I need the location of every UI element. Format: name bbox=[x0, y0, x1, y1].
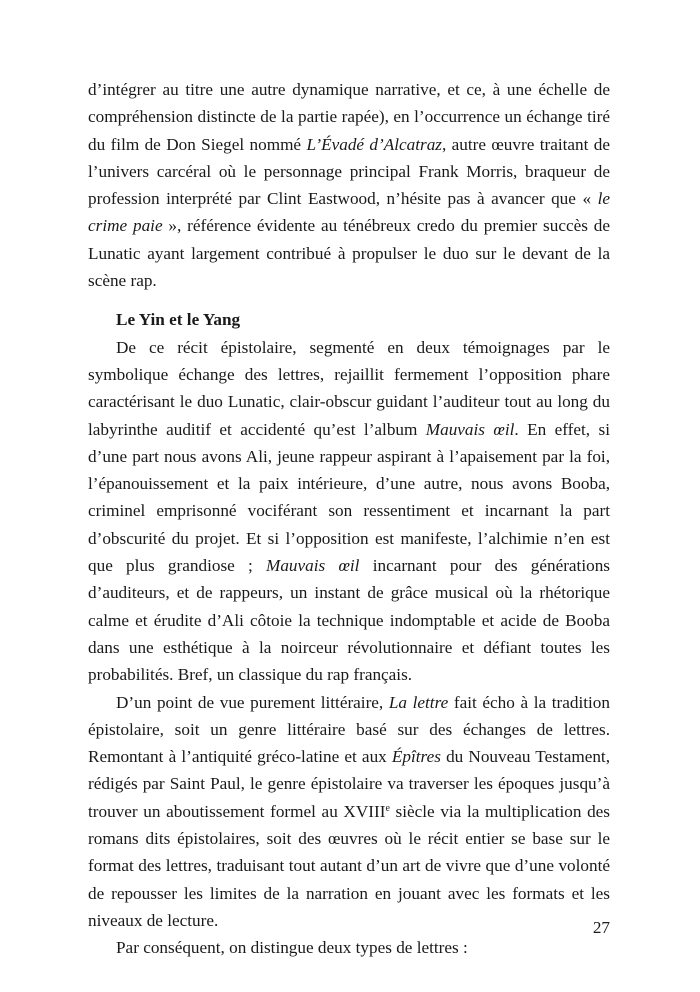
quote: le crime paie bbox=[88, 189, 610, 236]
album-title: Mauvais œil bbox=[266, 556, 360, 576]
text-run: . En effet, si d’une part nous avons Ali, jeune rappeur aspirant à l’apaisement par la foi, l’épanouissement et la paix intérieure, d’une autre, nous avons Booba, criminel emprisonné vociférant son ressentiment et incarnant la part d’obscurité du projet. Et si l’opposition est manifeste, l’alchimie n’en est que plus grandiose ; bbox=[88, 419, 610, 576]
text-run: , autre œuvre traitant de l’univers carcéral où le personnage principal Frank Morris, braqueur de profession interprété par Clint Eastwood, n’hésite pas à avancer que « bbox=[88, 134, 610, 209]
text-run: fait écho à la tradition épistolaire, soit un genre littéraire basé sur des échanges de lettres. Remontant à l’antiquité gréco-latine et aux bbox=[88, 692, 610, 767]
album-title: Mauvais œil bbox=[425, 419, 515, 439]
text-run: du Nouveau Testament, rédigés par Saint Paul, le genre épistolaire va traverser les époques jusqu’à trouver un aboutissement formel au XVIII bbox=[88, 747, 610, 821]
book-title: Épîtres bbox=[391, 747, 441, 767]
text-run: siècle via la multiplication des romans dits épistolaires, soit des œuvres où le récit entier se base sur le format des lettres, traduisant tout autant d’un art de vivre que d’une volonté de repousser les limites de la narration en jouant avec les formats et les niveaux de lecture. bbox=[88, 801, 610, 930]
paragraph-1 bbox=[88, 76, 610, 294]
paragraph-4: Par conséquent, on distingue deux types de lettres : bbox=[116, 938, 468, 958]
text-run: incarnant pour des générations d’auditeurs, et de rappeurs, un instant de grâce musical où la rhétorique calme et érudite d’Ali côtoie la technique indomptable et acide de Booba dans une esthétique à la noirceur révolutionnaire et défiant toutes les probabilités. Bref, un classique du rap français. bbox=[88, 556, 610, 685]
paragraph-2 bbox=[88, 334, 610, 689]
section-heading: Le Yin et le Yang bbox=[116, 310, 241, 330]
text-run: De ce récit épistolaire, segmenté en deux témoignages par le symbolique échange des lettres, rejaillit fermement l’opposition phare caractérisant le duo Lunatic, clair-obscur guidant l’auditeur tout au long du labyrinthe auditif et accidenté qu’est l’album bbox=[88, 337, 610, 439]
song-title: La lettre bbox=[388, 692, 449, 712]
page-number: 27 bbox=[592, 918, 610, 937]
film-title: L’Évadé d’Alcatraz bbox=[306, 134, 442, 154]
paragraph-3 bbox=[88, 689, 610, 935]
text-run: », référence évidente au ténébreux credo du premier succès de Lunatic ayant largement contribué à propulser le duo sur le devant de la scène rap. bbox=[88, 216, 610, 291]
superscript: e bbox=[385, 802, 390, 814]
text-run: D’un point de vue purement littéraire, bbox=[116, 692, 389, 712]
page-body bbox=[88, 76, 610, 962]
text-run: d’intégrer au titre une autre dynamique narrative, et ce, à une échelle de compréhension distincte de la partie rapée), en l’occurrence un échange tiré du film de Don Siegel nommé bbox=[88, 80, 610, 154]
